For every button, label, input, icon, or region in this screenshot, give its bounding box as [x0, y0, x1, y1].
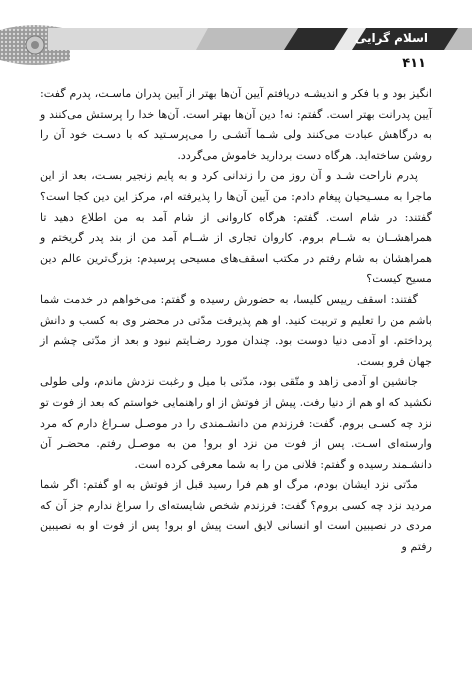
- paragraph: مدّتی نزد ایشان بودم، مرگ او هم فرا رسید قبل از فوتش به او گفتم: اگر شما مردید نزد چه کسی بروم؟ گفت: فرزندم شخص شایسته‌ای را سراغ ندارم جز آن که مردی در نصیبین است او انسانی لایق است پیش او برو! پس از فوت او به نصیبین رفتم و: [40, 478, 432, 554]
- paragraph: گفتند: اسقف رییس کلیسا، به حضورش رسیده و گفتم: می‌خواهم در خدمت شما باشم من را تعلیم و تربیت کنید. او هم پذیرفت مدّتی در محضر وی به کسب و دانش پرداختم. او آدمی دنیا دوست بود. چندان مورد رضـایتم نبود و بعد از مدّتی چشم از جهان فرو بست.: [40, 292, 432, 368]
- page-header: [0, 0, 472, 80]
- paragraph: انگیز بود و با فکر و اندیشـه دریافتم آیین آن‌ها بهتر از آیین پدران ماسـت، پدرم گفت: آیین پدرانت بهتر است. گفتم: نه! دین آن‌ها بهتر است. آن‌ها خدا را پرستش می‌کنند و به درگاهش عبادت می‌کنند ولی شـما آتشـی را می‌پرسـتید که با دسـت خود آن را روشن ساخته‌اید. هرگاه دست بردارید خاموش می‌گردد.: [40, 87, 432, 162]
- body-text: [40, 84, 432, 558]
- paragraph: پدرم ناراحت شـد و آن روز من را زندانی کرد و به پایم زنجیر بسـت، بعد از این ماجرا به مسـیحیان پیغام دادم: من آیین آن‌ها را پذیرفته ام، مرکز این دین کجا است؟ گفتند: در شام است. گفتم: هرگاه کاروانی از شام آمد به من اطلاع دهید تا همراهشــان به شــام بروم. کاروان تجاری از شــام آمد من از بند پدر گریختم و همراهشان به شام رفتم در مکتب اسقف‌های مسیحی پرسیدم: بزرگ‌ترین عالم دین مسیح کیست؟: [40, 169, 432, 286]
- page-number: ۴۱۱: [402, 56, 426, 71]
- paragraph: جانشین او آدمی زاهد و متّقی بود، مدّتی با میل و رغبت نزدش ماندم، ولی طولی نکشید که او هم از دنیا رفت. پیش از فوتش از او راهنمایی خواستم که بعد از فوت تو نزد چه کسـی بروم. گفت: فرزندم من دانشـمندی را در موصـل سـراغ دارم که مرد وارسته‌ای اسـت. پس از فوت من نزد او برو! من به موصـل رفتم. محضـر آن دانشـمند رسیده و گفتم: فلانی من را به شما معرفی کرده است.: [40, 375, 432, 471]
- running-title: اسلام گرایی: [354, 31, 428, 45]
